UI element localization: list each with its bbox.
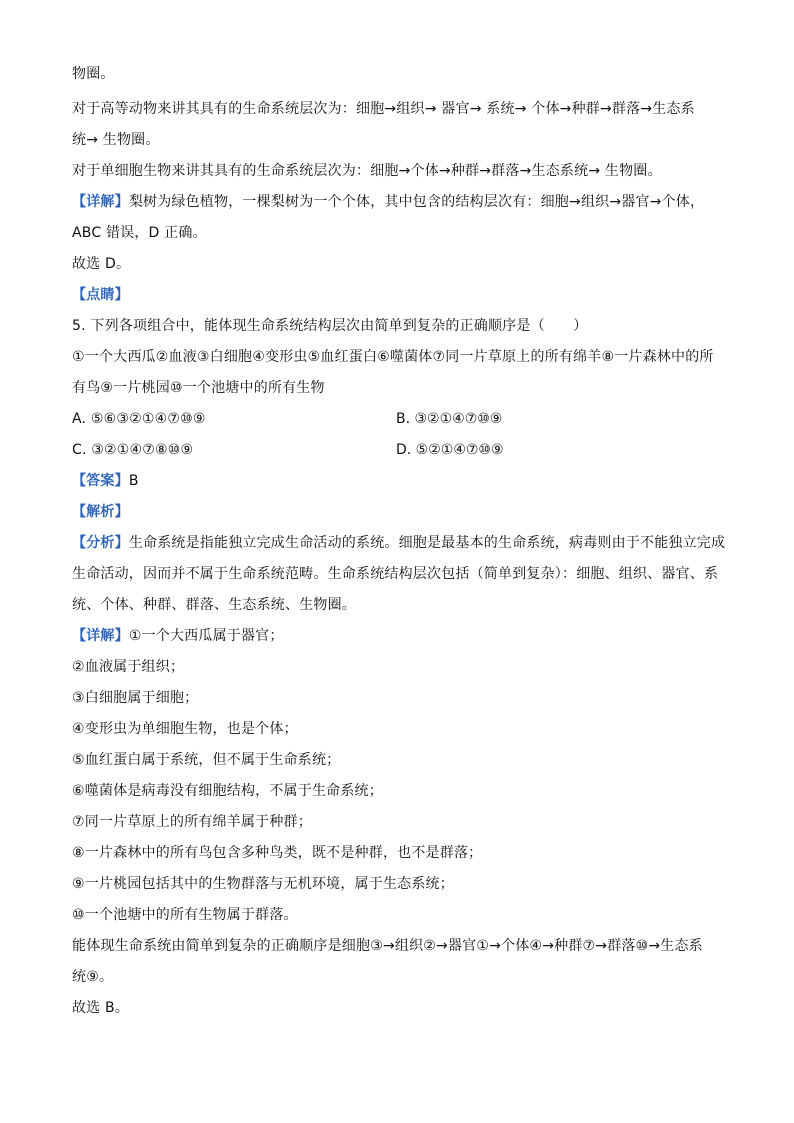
analysis-sub-tag: 【分析】: [72, 535, 129, 551]
text-line: ⑩一个池塘中的所有生物属于群落。: [72, 907, 298, 923]
text-line: 统→ 生物圈。: [72, 132, 160, 148]
text-line: ③白细胞属于细胞；: [72, 690, 199, 706]
option-a: A. ⑤⑥③②①④⑦⑩⑨: [72, 411, 206, 427]
text-line: 对于高等动物来讲其具有的生命系统层次为：细胞→组织→ 器官→ 系统→ 个体→种群→群落→生态系: [72, 101, 695, 117]
detail-text: ①一个大西瓜属于器官；: [128, 628, 284, 644]
analysis-paragraph: [72, 533, 725, 553]
tip-tag: 【点睛】: [72, 287, 129, 303]
text-line: 故选 B。: [72, 1000, 130, 1016]
text-line: ⑤血红蛋白属于系统，但不属于生命系统；: [72, 752, 341, 768]
option-d: D. ⑤②①④⑦⑩⑨: [396, 442, 504, 458]
question-items: ①一个大西瓜②血液③白细胞④变形虫⑤血红蛋白⑥噬菌体⑦同一片草原上的所有绵羊⑧一片森林中的所: [72, 349, 714, 365]
text-line: 统⑨。: [72, 969, 114, 985]
option-c: C. ③②①④⑦⑧⑩⑨: [72, 442, 194, 458]
detail-tag: 【详解】: [72, 628, 129, 644]
text-line: ABC 错误，D 正确。: [72, 225, 207, 241]
text-line: 对于单细胞生物来讲其具有的生命系统层次为：细胞→个体→种群→群落→生态系统→ 生物圈。: [72, 163, 662, 179]
text-line: ④变形虫为单细胞生物，也是个体；: [72, 721, 298, 737]
detail-paragraph: [72, 626, 284, 646]
text-line: 故选 D。: [72, 256, 131, 272]
detail-tag: 【详解】: [72, 194, 129, 210]
text-line: ⑦同一片草原上的所有绵羊属于种群；: [72, 814, 312, 830]
question-items: 有鸟⑨一片桃园⑩一个池塘中的所有生物: [72, 380, 325, 396]
text-line: ⑥噬菌体是病毒没有细胞结构，不属于生命系统；: [72, 783, 383, 799]
answer-tag: 【答案】: [72, 473, 129, 489]
answer-line: [72, 471, 139, 491]
text-line: 物圈。: [72, 66, 115, 82]
option-b: B. ③②①④⑦⑩⑨: [396, 411, 503, 427]
text-line: ⑧一片森林中的所有鸟包含多种鸟类，既不是种群，也不是群落；: [72, 845, 483, 861]
text-line: 生命活动，因而并不属于生命系统范畴。生命系统结构层次包括（简单到复杂）：细胞、组织、器官、系: [72, 566, 719, 582]
analysis-tag: 【解析】: [72, 504, 129, 520]
detail-text: 梨树为绿色植物，一棵梨树为一个个体，其中包含的结构层次有：细胞→组织→器官→个体，: [128, 194, 705, 210]
text-line: ②血液属于组织；: [72, 659, 185, 675]
text-line: 统、个体、种群、群落、生态系统、生物圈。: [72, 597, 356, 613]
analysis-text: 生命系统是指能独立完成生命活动的系统。细胞是最基本的生命系统，病毒则由于不能独立完成: [128, 535, 726, 551]
text-line: ⑨一片桃园包括其中的生物群落与无机环境，属于生态系统；: [72, 876, 454, 892]
question-stem: 5. 下列各项组合中，能体现生命系统结构层次由简单到复杂的正确顺序是（ ）: [72, 318, 588, 334]
text-line: 能体现生命系统由简单到复杂的正确顺序是细胞③→组织②→器官①→个体④→种群⑦→群落⑩→生态系: [72, 938, 703, 954]
detail-paragraph: [72, 192, 704, 212]
answer-value: B: [128, 473, 139, 489]
